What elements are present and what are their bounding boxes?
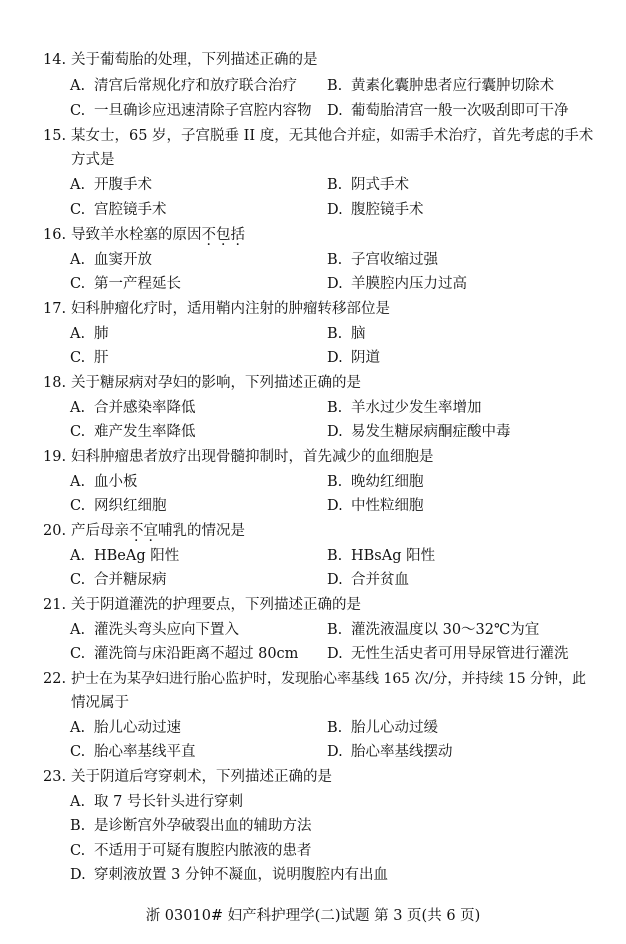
question-21 bbox=[0, 593, 626, 617]
option-label: C. bbox=[70, 350, 86, 366]
option-label: B. bbox=[327, 78, 343, 94]
option-text: 血窦开放 bbox=[94, 252, 152, 268]
option-d bbox=[327, 740, 453, 764]
options-row bbox=[0, 470, 626, 494]
option-d bbox=[327, 494, 424, 518]
option-label: C. bbox=[70, 843, 86, 859]
options-row bbox=[0, 74, 626, 98]
question-stem: 妇科肿瘤患者放疗出现骨髓抑制时，首先减少的血细胞是 bbox=[71, 449, 434, 465]
options-row bbox=[0, 494, 626, 518]
option-text: 晚幼红细胞 bbox=[351, 474, 424, 490]
option-text: 是诊断宫外孕破裂出血的辅助方法 bbox=[94, 818, 312, 834]
option-text: 宫腔镜手术 bbox=[94, 202, 167, 218]
option-text: 阴式手术 bbox=[351, 177, 409, 193]
option-c bbox=[70, 568, 167, 592]
question-number: 18. bbox=[43, 375, 67, 391]
option-text: 难产发生率降低 bbox=[94, 424, 196, 440]
option-label: A. bbox=[70, 794, 86, 810]
question-14 bbox=[0, 48, 626, 72]
option-label: C. bbox=[70, 744, 86, 760]
question-stem: 妇科肿瘤化疗时，适用鞘内注射的肿瘤转移部位是 bbox=[71, 301, 390, 317]
question-number: 15. bbox=[43, 128, 67, 144]
question-number: 19. bbox=[43, 449, 67, 465]
option-a bbox=[70, 322, 109, 346]
option-label: B. bbox=[70, 818, 86, 834]
option-text: 无性生活史者可用导尿管进行灌洗 bbox=[351, 646, 569, 662]
option-text: 胎儿心动过速 bbox=[94, 720, 181, 736]
option-label: C. bbox=[70, 103, 86, 119]
option-text: 合并糖尿病 bbox=[94, 572, 167, 588]
option-c bbox=[70, 99, 312, 123]
option-text: 第一产程延长 bbox=[94, 276, 181, 292]
option-label: D. bbox=[327, 103, 343, 119]
option-text: 灌洗头弯头应向下置入 bbox=[94, 622, 239, 638]
option-label: B. bbox=[327, 400, 343, 416]
option-a bbox=[70, 173, 152, 197]
option-label: A. bbox=[70, 720, 86, 736]
option-a bbox=[70, 396, 196, 420]
options-row bbox=[0, 740, 626, 764]
option-label: A. bbox=[70, 78, 86, 94]
options-row bbox=[0, 642, 626, 666]
question-number: 16. bbox=[43, 227, 67, 243]
stem-text: 哺乳的情况是 bbox=[158, 523, 245, 539]
option-label: B. bbox=[327, 326, 343, 342]
option-text: 灌洗液温度以 30～32℃为宜 bbox=[351, 622, 540, 638]
question-number: 23. bbox=[43, 769, 67, 785]
option-text: 一旦确诊应迅速清除子宫腔内容物 bbox=[94, 103, 312, 119]
options-row bbox=[0, 198, 626, 222]
option-label: A. bbox=[70, 400, 86, 416]
option-b bbox=[327, 248, 438, 272]
option-label: A. bbox=[70, 622, 86, 638]
stem-text: 导致羊水栓塞的原因 bbox=[71, 227, 202, 243]
question-stem: 护士在为某孕妇进行胎心监护时，发现胎心率基线 165 次/分，并持续 15 分钟，此 bbox=[71, 671, 587, 687]
option-d bbox=[70, 863, 388, 887]
option-text: 中性粒细胞 bbox=[351, 498, 424, 514]
option-text: 网织红细胞 bbox=[94, 498, 167, 514]
option-text: 腹腔镜手术 bbox=[351, 202, 424, 218]
option-c bbox=[70, 740, 196, 764]
option-b bbox=[327, 173, 409, 197]
question-number: 21. bbox=[43, 597, 67, 613]
option-c bbox=[70, 272, 181, 296]
option-a bbox=[70, 544, 179, 568]
option-b bbox=[70, 814, 312, 838]
option-text: 血小板 bbox=[94, 474, 138, 490]
option-label: D. bbox=[327, 498, 343, 514]
option-label: B. bbox=[327, 548, 343, 564]
question-stem-continued bbox=[0, 691, 626, 715]
option-label: A. bbox=[70, 548, 86, 564]
option-text: 羊水过少发生率增加 bbox=[351, 400, 482, 416]
options-row bbox=[0, 99, 626, 123]
option-text: HBeAg 阳性 bbox=[94, 548, 180, 564]
option-d bbox=[327, 99, 569, 123]
options-row bbox=[0, 396, 626, 420]
question-stem-line-2: 方式是 bbox=[71, 152, 115, 168]
options-row bbox=[0, 173, 626, 197]
option-a bbox=[70, 470, 138, 494]
option-label: D. bbox=[327, 350, 343, 366]
options-row bbox=[0, 248, 626, 272]
option-c bbox=[70, 198, 167, 222]
option-label: C. bbox=[70, 276, 86, 292]
question-17 bbox=[0, 297, 626, 321]
option-text: 脑 bbox=[351, 326, 366, 342]
options-row bbox=[0, 544, 626, 568]
options-row bbox=[0, 346, 626, 370]
option-label: B. bbox=[327, 720, 343, 736]
option-text: 胎心率基线摆动 bbox=[351, 744, 453, 760]
option-d bbox=[327, 642, 569, 666]
options-row bbox=[0, 814, 626, 838]
options-row bbox=[0, 322, 626, 346]
emphasis-char: 不 bbox=[129, 523, 144, 539]
question-stem: 关于葡萄胎的处理，下列描述正确的是 bbox=[71, 52, 318, 68]
option-label: D. bbox=[327, 744, 343, 760]
option-label: D. bbox=[327, 424, 343, 440]
option-c bbox=[70, 839, 312, 863]
options-row bbox=[0, 863, 626, 887]
option-d bbox=[327, 420, 511, 444]
option-d bbox=[327, 346, 380, 370]
option-label: D. bbox=[327, 202, 343, 218]
option-text: 取 7 号长针头进行穿刺 bbox=[94, 794, 243, 810]
option-label: B. bbox=[327, 177, 343, 193]
option-text: 胎心率基线平直 bbox=[94, 744, 196, 760]
options-row bbox=[0, 790, 626, 814]
option-text: 子宫收缩过强 bbox=[351, 252, 438, 268]
question-20 bbox=[0, 519, 626, 543]
question-number: 17. bbox=[43, 301, 67, 317]
page-footer: 浙 03010# 妇产科护理学(二)试题 第 3 页(共 6 页) bbox=[145, 908, 481, 924]
question-16 bbox=[0, 223, 626, 247]
options-row bbox=[0, 568, 626, 592]
question-18 bbox=[0, 371, 626, 395]
option-text: 黄素化囊肿患者应行囊肿切除术 bbox=[351, 78, 554, 94]
question-stem: 关于阴道后穹穿刺术，下列描述正确的是 bbox=[71, 769, 332, 785]
option-d bbox=[327, 198, 424, 222]
option-a bbox=[70, 790, 243, 814]
option-a bbox=[70, 248, 152, 272]
option-label: C. bbox=[70, 572, 86, 588]
option-text: 羊膜腔内压力过高 bbox=[351, 276, 467, 292]
option-a bbox=[70, 618, 239, 642]
option-label: D. bbox=[327, 572, 343, 588]
question-stem: 关于阴道灌洗的护理要点，下列描述正确的是 bbox=[71, 597, 361, 613]
option-label: B. bbox=[327, 622, 343, 638]
option-label: C. bbox=[70, 498, 86, 514]
option-text: 易发生糖尿病酮症酸中毒 bbox=[351, 424, 511, 440]
option-text: 不适用于可疑有腹腔内脓液的患者 bbox=[94, 843, 312, 859]
option-c bbox=[70, 346, 109, 370]
option-text: 开腹手术 bbox=[94, 177, 152, 193]
question-15 bbox=[0, 124, 626, 148]
question-number: 22. bbox=[43, 671, 67, 687]
options-row bbox=[0, 272, 626, 296]
question-stem bbox=[71, 519, 245, 543]
option-text: 合并贫血 bbox=[351, 572, 409, 588]
question-22 bbox=[0, 667, 626, 691]
option-label: B. bbox=[327, 252, 343, 268]
option-label: D. bbox=[327, 276, 343, 292]
option-label: A. bbox=[70, 474, 86, 490]
option-d bbox=[327, 568, 409, 592]
options-row bbox=[0, 716, 626, 740]
question-number: 14. bbox=[43, 52, 67, 68]
option-text: 清宫后常规化疗和放疗联合治疗 bbox=[94, 78, 297, 94]
option-label: D. bbox=[327, 646, 343, 662]
option-label: A. bbox=[70, 326, 86, 342]
option-a bbox=[70, 74, 297, 98]
option-b bbox=[327, 470, 424, 494]
option-text: 灌洗筒与床沿距离不超过 80cm bbox=[94, 646, 299, 662]
option-b bbox=[327, 396, 482, 420]
option-c bbox=[70, 642, 298, 666]
emphasis-char: 包 bbox=[216, 227, 231, 243]
option-a bbox=[70, 716, 181, 740]
option-d bbox=[327, 272, 467, 296]
option-label: C. bbox=[70, 202, 86, 218]
option-label: A. bbox=[70, 252, 86, 268]
options-row bbox=[0, 420, 626, 444]
option-label: A. bbox=[70, 177, 86, 193]
option-text: 合并感染率降低 bbox=[94, 400, 196, 416]
option-text: 肺 bbox=[94, 326, 109, 342]
option-b bbox=[327, 544, 435, 568]
option-b bbox=[327, 322, 366, 346]
question-stem-continued bbox=[0, 148, 626, 172]
question-19 bbox=[0, 445, 626, 469]
option-text: 穿刺液放置 3 分钟不凝血，说明腹腔内有出血 bbox=[94, 867, 388, 883]
option-label: D. bbox=[70, 867, 86, 883]
emphasis-char: 括 bbox=[230, 227, 245, 243]
question-stem bbox=[71, 223, 245, 247]
emphasis-char: 不 bbox=[201, 227, 216, 243]
option-c bbox=[70, 494, 167, 518]
emphasis-char: 宜 bbox=[143, 523, 158, 539]
question-stem-line-2: 情况属于 bbox=[71, 695, 129, 711]
option-text: 阴道 bbox=[351, 350, 380, 366]
option-b bbox=[327, 716, 438, 740]
options-row bbox=[0, 839, 626, 863]
question-23 bbox=[0, 765, 626, 789]
option-b bbox=[327, 74, 554, 98]
option-text: 肝 bbox=[94, 350, 109, 366]
stem-text: 产后母亲 bbox=[71, 523, 129, 539]
question-number: 20. bbox=[43, 523, 67, 539]
option-label: B. bbox=[327, 474, 343, 490]
option-text: 葡萄胎清宫一般一次吸刮即可干净 bbox=[351, 103, 569, 119]
option-text: HBsAg 阳性 bbox=[351, 548, 436, 564]
option-label: C. bbox=[70, 646, 86, 662]
options-row bbox=[0, 618, 626, 642]
option-b bbox=[327, 618, 539, 642]
option-label: C. bbox=[70, 424, 86, 440]
question-stem: 某女士，65 岁，子宫脱垂 II 度，无其他合并症，如需手术治疗，首先考虑的手术 bbox=[71, 128, 594, 144]
question-stem: 关于糖尿病对孕妇的影响，下列描述正确的是 bbox=[71, 375, 361, 391]
option-text: 胎儿心动过缓 bbox=[351, 720, 438, 736]
option-c bbox=[70, 420, 196, 444]
